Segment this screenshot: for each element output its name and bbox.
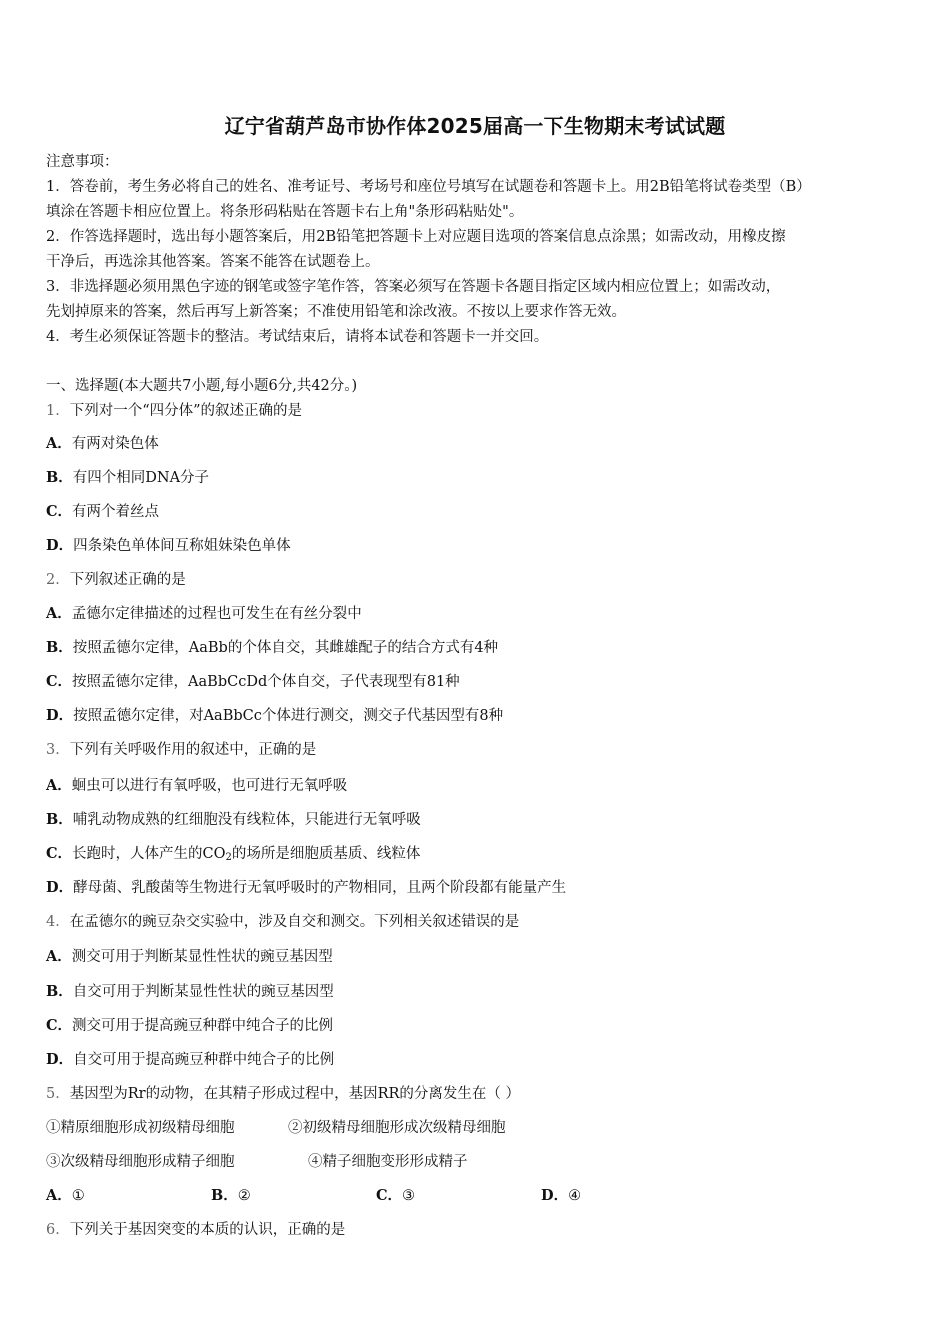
question-6-stem (46, 1220, 345, 1240)
notice-line: 2．作答选择题时，选出每小题答案后，用2B铅笔把答题卡上对应题目选项的答案信息点涂黑；如需改动，用橡皮擦 (46, 229, 786, 245)
option-text: ④ (568, 1188, 582, 1204)
section-heading: 一、选择题(本大题共7小题,每小题6分,共42分。) (46, 378, 358, 394)
question-number: 5． (46, 1086, 70, 1102)
option-text: ② (237, 1188, 251, 1204)
option-text: 酵母菌、乳酸菌等生物进行无氧呼吸时的产物相同，且两个阶段都有能量产生 (73, 880, 567, 896)
option-letter: A． (46, 435, 72, 452)
question-text: 在孟德尔的豌豆杂交实验中，涉及自交和测交。下列相关叙述错误的是 (69, 914, 520, 930)
option-item[interactable] (46, 434, 159, 454)
option-text: ③ (402, 1188, 416, 1204)
option-item[interactable] (46, 1186, 85, 1206)
option-text: 自交可用于判断某显性性状的豌豆基因型 (72, 984, 334, 1000)
option-text: 有两个着丝点 (72, 504, 160, 520)
option-text: 有四个相同DNA分子 (72, 470, 210, 486)
subscript: 2 (225, 852, 232, 863)
option-text: ① (71, 1188, 85, 1204)
page-title: 辽宁省葫芦岛市协作体2025届高一下生物期末考试试题 (224, 114, 726, 138)
option-item[interactable] (46, 844, 420, 868)
question-1-stem (46, 401, 302, 421)
q5-item: ②初级精母细胞形成次级精母细胞 (288, 1120, 506, 1136)
option-item[interactable] (46, 982, 334, 1002)
option-item[interactable] (46, 468, 209, 488)
option-text: 有两对染色体 (71, 436, 159, 452)
option-text: 的场所是细胞质基质、线粒体 (231, 846, 421, 862)
notice-line: 1．答卷前，考生务必将自己的姓名、准考证号、考场号和座位号填写在试题卷和答题卡上。用2B铅笔将试卷类型（B） (46, 179, 811, 195)
option-letter: C． (46, 503, 73, 520)
question-number: 1． (46, 403, 70, 419)
q5-item: ④精子细胞变形形成精子 (308, 1154, 468, 1170)
option-item[interactable] (541, 1186, 581, 1206)
option-text: 自交可用于提高豌豆种群中纯合子的比例 (73, 1052, 335, 1068)
option-text: 按照孟德尔定律，AaBbCcDd个体自交，子代表现型有81种 (72, 674, 460, 690)
option-item[interactable] (46, 672, 460, 692)
option-letter: A． (46, 777, 72, 794)
option-text: 孟德尔定律描述的过程也可发生在有丝分裂中 (71, 606, 362, 622)
option-letter: A． (46, 605, 72, 622)
notice-line: 3．非选择题必须用黑色字迹的钢笔或签字笔作答，答案必须写在答题卡各题目指定区域内相应位置上；如需改动， (46, 279, 781, 295)
option-letter: B． (46, 983, 73, 1000)
option-letter: B． (46, 811, 73, 828)
option-letter: C． (46, 1017, 73, 1034)
option-letter: C． (376, 1187, 403, 1204)
question-4-stem (46, 912, 519, 932)
question-text: 下列对一个“四分体”的叙述正确的是 (69, 403, 303, 419)
option-item[interactable] (46, 776, 347, 796)
option-letter: C． (46, 673, 73, 690)
option-item[interactable] (46, 638, 498, 658)
q5-items-row-1 (46, 1118, 906, 1138)
option-text: 测交可用于判断某显性性状的豌豆基因型 (71, 949, 333, 965)
q5-item: ①精原细胞形成初级精母细胞 (46, 1120, 235, 1136)
option-letter: B． (46, 639, 73, 656)
option-text: 长跑时，人体产生的CO (72, 846, 226, 862)
question-5-stem (46, 1084, 520, 1104)
option-letter: B． (211, 1187, 238, 1204)
option-letter: D． (46, 707, 74, 724)
option-letter: A． (46, 1187, 72, 1204)
notice-line: 4．考生必须保证答题卡的整洁。考试结束后，请将本试卷和答题卡一并交回。 (46, 329, 549, 345)
option-text: 按照孟德尔定律，AaBb的个体自交，其雌雄配子的结合方式有4种 (72, 640, 499, 656)
option-letter: D． (46, 537, 74, 554)
option-letter: D． (46, 1051, 74, 1068)
option-text: 测交可用于提高豌豆种群中纯合子的比例 (72, 1018, 334, 1034)
option-letter: B． (46, 469, 73, 486)
option-letter: A． (46, 948, 72, 965)
notice-line: 干净后，再选涂其他答案。答案不能答在试题卷上。 (46, 254, 380, 270)
option-item[interactable] (46, 878, 566, 898)
option-item[interactable] (46, 706, 503, 726)
option-item[interactable] (46, 536, 291, 556)
option-item[interactable] (46, 1050, 334, 1070)
option-item[interactable] (46, 604, 362, 624)
question-number: 2． (46, 572, 70, 588)
notice-line: 填涂在答题卡相应位置上。将条形码粘贴在答题卡右上角"条形码粘贴处"。 (46, 204, 524, 220)
option-letter: D． (541, 1187, 569, 1204)
option-item[interactable] (376, 1186, 415, 1206)
notice-heading: 注意事项： (46, 154, 119, 170)
option-letter: C． (46, 845, 73, 862)
option-item[interactable] (46, 1016, 333, 1036)
option-letter: D． (46, 879, 74, 896)
option-item[interactable] (211, 1186, 251, 1206)
option-text: 四条染色单体间互称姐妹染色单体 (73, 538, 291, 554)
question-3-stem (46, 740, 316, 760)
question-text: 基因型为Rr的动物，在其精子形成过程中，基因RR的分离发生在（ ） (69, 1086, 521, 1102)
option-text: 蛔虫可以进行有氧呼吸，也可进行无氧呼吸 (71, 778, 348, 794)
notice-line: 先划掉原来的答案，然后再写上新答案；不准使用铅笔和涂改液。不按以上要求作答无效。 (46, 304, 626, 320)
question-text: 下列叙述正确的是 (69, 572, 186, 588)
q5-item: ③次级精母细胞形成精子细胞 (46, 1154, 235, 1170)
option-text: 按照孟德尔定律，对AaBbCc个体进行测交，测交子代基因型有8种 (73, 708, 504, 724)
question-text: 下列关于基因突变的本质的认识，正确的是 (69, 1222, 346, 1238)
option-item[interactable] (46, 947, 333, 967)
question-number: 6． (46, 1222, 70, 1238)
question-2-stem (46, 570, 186, 590)
question-number: 3． (46, 742, 70, 758)
question-text: 下列有关呼吸作用的叙述中，正确的是 (69, 742, 317, 758)
q5-items-row-2 (46, 1152, 906, 1172)
option-item[interactable] (46, 810, 421, 830)
option-item[interactable] (46, 502, 159, 522)
option-text: 哺乳动物成熟的红细胞没有线粒体，只能进行无氧呼吸 (72, 812, 421, 828)
q5-options-row (46, 1186, 906, 1206)
question-number: 4． (46, 914, 70, 930)
